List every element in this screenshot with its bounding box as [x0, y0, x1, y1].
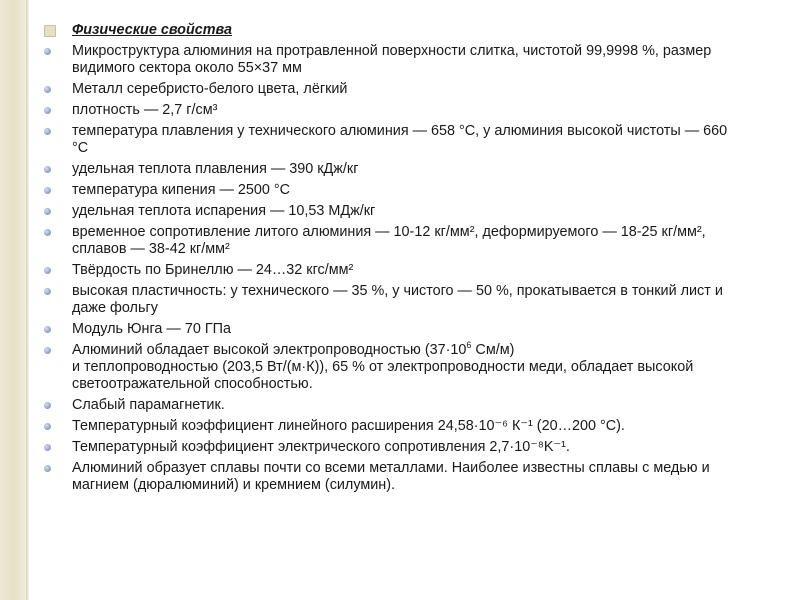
- list-item-title: [44, 22, 744, 39]
- list-item-text: Алюминий образует сплавы почти со всеми металлами. Наиболее известны сплавы с медью и магнием (дюралюминий) и кремнием (силумин).: [72, 460, 710, 493]
- conductivity-line1-unit: См/м): [471, 342, 515, 358]
- list-item: [44, 321, 744, 338]
- left-decorative-stripe: [0, 0, 26, 600]
- slide-content: [44, 22, 744, 494]
- list-item-conductivity: [44, 342, 744, 393]
- list-item: [44, 262, 744, 279]
- list-item-text: временное сопротивление литого алюминия — 10-12 кг/мм², деформируемого — 18-25 кг/мм², сплавов — 38-42 кг/мм²: [72, 224, 706, 257]
- list-item-text: Металл серебристо-белого цвета, лёгкий: [72, 81, 348, 97]
- bullet-icon: [44, 288, 51, 295]
- list-item-text: Температурный коэффициент линейного расширения 24,58·10⁻⁶ К⁻¹ (20…200 °C).: [72, 418, 625, 434]
- list-item: [44, 460, 744, 494]
- list-item: [44, 102, 744, 119]
- list-item: [44, 161, 744, 178]
- properties-list: [44, 22, 744, 494]
- list-item-text: удельная теплота плавления — 390 кДж/кг: [72, 161, 359, 177]
- list-item: [44, 418, 744, 435]
- bullet-icon: [44, 187, 51, 194]
- square-bullet-icon: [44, 25, 56, 37]
- conductivity-line1-text: Алюминий обладает высокой электропроводностью (37·10: [72, 342, 467, 358]
- conductivity-line2-text: и теплопроводностью (203,5 Вт/(м·К)), 65 % от электропроводности меди, обладает высокой светоотражательной способностью.: [72, 359, 694, 392]
- list-item: [44, 81, 744, 98]
- bullet-icon: [44, 444, 51, 451]
- list-item: [44, 123, 744, 157]
- list-item-text: высокая пластичность: у технического — 35 %, у чистого — 50 %, прокатывается в тонкий лист и даже фольгу: [72, 283, 723, 316]
- bullet-icon: [44, 347, 51, 354]
- list-item-text: плотность — 2,7 г/см³: [72, 102, 218, 118]
- bullet-icon: [44, 208, 51, 215]
- bullet-icon: [44, 423, 51, 430]
- list-item: [44, 397, 744, 414]
- stripe-edge: [26, 0, 29, 600]
- bullet-icon: [44, 229, 51, 236]
- list-item-text: удельная теплота испарения — 10,53 МДж/кг: [72, 203, 376, 219]
- bullet-icon: [44, 267, 51, 274]
- list-item-text: Твёрдость по Бринеллю — 24…32 кгс/мм²: [72, 262, 354, 278]
- list-item-text: температура кипения — 2500 °C: [72, 182, 291, 198]
- bullet-icon: [44, 107, 51, 114]
- list-item: [44, 203, 744, 220]
- bullet-icon: [44, 48, 51, 55]
- bullet-icon: [44, 86, 51, 93]
- slide-title: Физические свойства: [72, 22, 233, 38]
- list-item: [44, 182, 744, 199]
- list-item-text: Слабый парамагнетик.: [72, 397, 225, 413]
- list-item: [44, 439, 744, 456]
- list-item-text: Модуль Юнга — 70 ГПа: [72, 321, 231, 337]
- list-item-text: Микроструктура алюминия на протравленной поверхности слитка, чистотой 99,9998 %, размер видимого сектора около 55×37 мм: [72, 43, 712, 76]
- conductivity-exponent: 6: [466, 340, 472, 351]
- bullet-icon: [44, 128, 51, 135]
- list-item: [44, 283, 744, 317]
- bullet-icon: [44, 465, 51, 472]
- list-item-text: температура плавления у технического алюминия — 658 °C, у алюминия высокой чистоты — 660 °C: [72, 123, 728, 156]
- bullet-icon: [44, 326, 51, 333]
- bullet-icon: [44, 166, 51, 173]
- list-item: [44, 43, 744, 77]
- list-item: [44, 224, 744, 258]
- list-item-text: Температурный коэффициент электрического сопротивления 2,7·10⁻⁸K⁻¹.: [72, 439, 570, 455]
- bullet-icon: [44, 402, 51, 409]
